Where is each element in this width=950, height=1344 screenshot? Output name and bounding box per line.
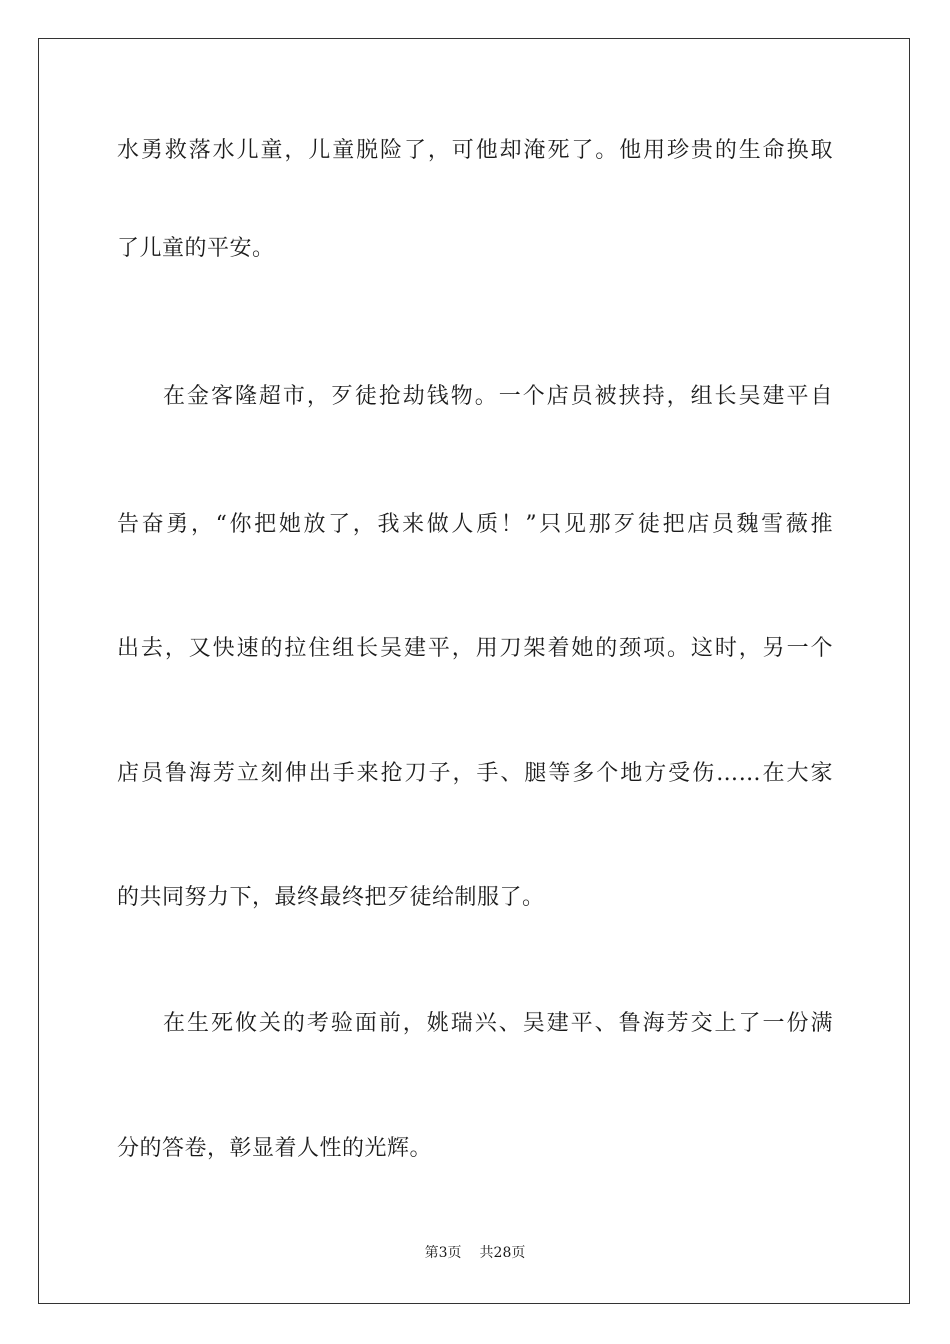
paragraph-line: 在金客隆超市，歹徒抢劫钱物。一个店员被挟持，组长吴建平自 bbox=[163, 384, 833, 409]
page-border bbox=[38, 38, 910, 1304]
page-number: 第3页 bbox=[424, 1245, 462, 1261]
paragraph-line: 店员鲁海芳立刻伸出手来抢刀子，手、腿等多个地方受伤……在大家 bbox=[117, 761, 833, 786]
paragraph-line: 的共同努力下，最终最终把歹徒给制服了。 bbox=[117, 885, 545, 910]
page-footer bbox=[0, 1243, 950, 1263]
paragraph-line: 水勇救落水儿童，儿童脱险了，可他却淹死了。他用珍贵的生命换取 bbox=[117, 138, 833, 163]
paragraph-line: 在生死攸关的考验面前，姚瑞兴、吴建平、鲁海芳交上了一份满 bbox=[163, 1011, 833, 1036]
paragraph-line: 出去，又快速的拉住组长吴建平，用刀架着她的颈项。这时，另一个 bbox=[117, 636, 833, 661]
page-total: 共28页 bbox=[479, 1245, 526, 1261]
paragraph-line: 了儿童的平安。 bbox=[117, 236, 275, 261]
paragraph-line: 分的答卷，彰显着人性的光辉。 bbox=[117, 1136, 433, 1161]
paragraph-line: 告奋勇，“你把她放了，我来做人质！”只见那歹徒把店员魏雪薇推 bbox=[117, 512, 833, 537]
